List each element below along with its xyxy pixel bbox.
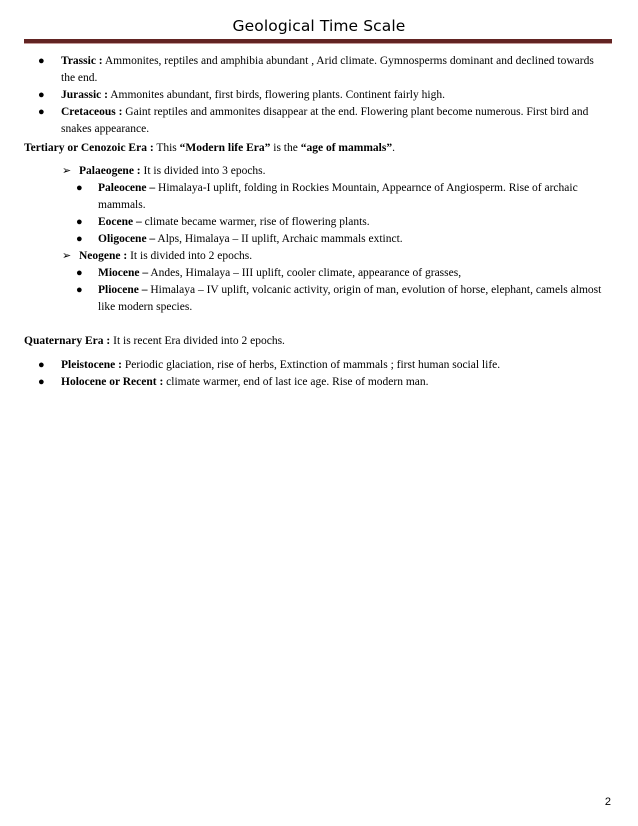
epoch-name: Eocene – [98, 216, 142, 228]
bullet-icon: ● [38, 55, 45, 67]
page-title: Geological Time Scale [232, 17, 406, 35]
epoch-description: Alps, Himalaya – II uplift, Archaic mammals extinct. [155, 233, 403, 245]
bullet-icon: ● [38, 376, 45, 388]
period-description: Ammonites, reptiles and amphibia abundant , Arid climate. Gymnosperms dominant and declined towards the end. [61, 55, 594, 84]
epoch-item [0, 374, 601, 391]
epoch-name: Paleocene – [98, 182, 156, 194]
era-heading: Tertiary or Cenozoic Era : [24, 142, 154, 154]
epoch-name: Miocene – [98, 267, 149, 279]
period-item [0, 163, 638, 180]
period-description: Ammonites abundant, first birds, flowering plants. Continent fairly high. [107, 89, 445, 101]
bullet-icon: ● [38, 106, 45, 118]
bullet-icon: ● [38, 89, 45, 101]
period-name: Palaeogene : [79, 165, 141, 177]
era-text: It is recent Era divided into 2 epochs. [110, 335, 285, 347]
neogene-section [0, 248, 638, 316]
epoch-item [0, 265, 606, 282]
palaeogene-section [0, 163, 638, 248]
era-text: . [392, 142, 395, 154]
list-item [0, 104, 601, 138]
epoch-name: Pliocene – [98, 284, 148, 296]
epoch-description: climate warmer, end of last ice age. Rise of modern man. [163, 376, 429, 388]
era-emphasis: “age of mammals” [300, 142, 393, 154]
period-item [0, 248, 638, 265]
bullet-icon: ● [38, 359, 45, 371]
epoch-item [0, 180, 606, 214]
era-text: is the [270, 142, 301, 154]
bullet-icon: ● [76, 267, 83, 279]
mesozoic-list [0, 53, 638, 138]
quaternary-list [0, 357, 638, 391]
era-emphasis: “Modern life Era” [179, 142, 271, 154]
epoch-name: Pleistocene : [61, 359, 122, 371]
era-text: This [153, 142, 180, 154]
arrow-bullet-icon: ➢ [62, 250, 72, 262]
period-description: Gaint reptiles and ammonites disappear at the end. Flowering plant become numerous. First bird and snakes appearance. [61, 106, 589, 135]
bullet-icon: ● [76, 182, 83, 194]
period-name: Neogene : [79, 250, 128, 262]
tertiary-paragraph [0, 140, 638, 157]
epoch-name: Holocene or Recent : [61, 376, 164, 388]
era-heading: Quaternary Era : [24, 335, 111, 347]
quaternary-paragraph [0, 333, 638, 350]
epoch-item [0, 231, 606, 248]
epoch-name: Oligocene – [98, 233, 156, 245]
period-name: Cretaceous : [61, 106, 123, 118]
period-description: It is divided into 2 epochs. [127, 250, 253, 262]
epoch-description: Himalaya-I uplift, folding in Rockies Mountain, Appearnce of Angiosperm. Rise of archaic mammals. [98, 182, 578, 211]
period-description: It is divided into 3 epochs. [140, 165, 266, 177]
epoch-description: Andes, Himalaya – III uplift, cooler climate, appearance of grasses, [148, 267, 462, 279]
arrow-bullet-icon: ➢ [62, 165, 72, 177]
period-name: Trassic : [61, 55, 103, 67]
list-item [0, 53, 601, 87]
header-rule [24, 39, 612, 44]
bullet-icon: ● [76, 284, 83, 296]
epoch-item [0, 357, 601, 374]
epoch-item [0, 214, 606, 231]
bullet-icon: ● [76, 233, 83, 245]
list-item [0, 87, 601, 104]
document-body [0, 50, 638, 391]
epoch-description: Periodic glaciation, rise of herbs, Extinction of mammals ; first human social life. [122, 359, 501, 371]
epoch-description: Himalaya – IV uplift, volcanic activity, origin of man, evolution of horse, elephant, camels almost like modern species. [98, 284, 602, 313]
bullet-icon: ● [76, 216, 83, 228]
epoch-item [0, 282, 606, 316]
page-number: 2 [604, 796, 611, 808]
period-name: Jurassic : [61, 89, 108, 101]
epoch-description: climate became warmer, rise of flowering plants. [141, 216, 370, 228]
